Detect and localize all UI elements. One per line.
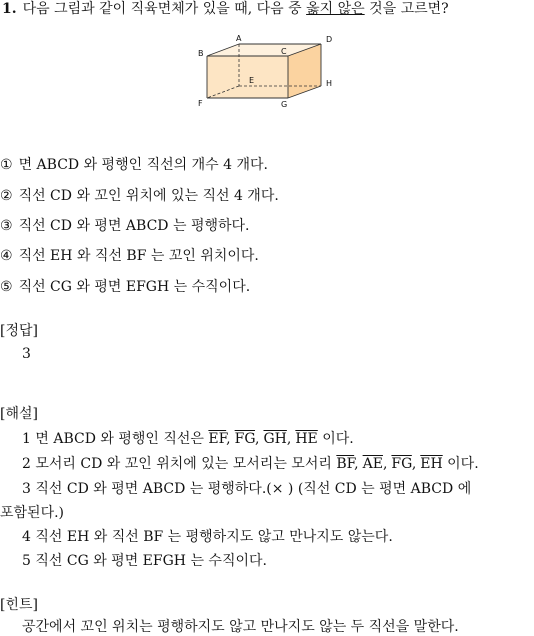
vertex-label-g: G bbox=[281, 100, 288, 109]
option-5-marker: ⑤ bbox=[0, 279, 13, 295]
option-3-marker: ③ bbox=[0, 218, 13, 234]
option-1[interactable] bbox=[0, 156, 268, 174]
vertex-label-a: A bbox=[236, 34, 242, 43]
explanation-line-1-suffix: 이다. bbox=[317, 431, 354, 447]
option-5-text: 직선 CG 와 평면 EFGH 는 수직이다. bbox=[18, 279, 251, 295]
explanation-line-2-prefix: 2 모서리 CD 와 꼬인 위치에 있는 모서리는 모서리 bbox=[22, 456, 337, 472]
cuboid-front-face bbox=[207, 56, 288, 98]
question-text-before: 다음 그림과 같이 직육면체가 있을 때, 다음 중 bbox=[22, 1, 307, 17]
question-number: 1. bbox=[2, 1, 17, 17]
explanation-line-4: 4 직선 EH 와 직선 BF 는 평행하지도 않고 만나지도 않는다. bbox=[22, 529, 393, 545]
segment-overline: $\overline{EF}$ bbox=[208, 431, 227, 447]
explanation-line-1 bbox=[22, 430, 354, 448]
vertex-label-c: C bbox=[281, 47, 287, 56]
vertex-label-f: F bbox=[198, 99, 203, 108]
question-text-after: 것을 고르면? bbox=[364, 1, 449, 17]
answer-label: [정답] bbox=[0, 323, 38, 339]
hint-text: 공간에서 꼬인 위치는 평행하지도 않고 만나지도 않는 두 직선을 말한다. bbox=[22, 619, 459, 635]
segment-overline: $\overline{AE}$ bbox=[362, 456, 383, 472]
segment-overline: $\overline{FG}$ bbox=[234, 431, 256, 447]
answer-value: 3 bbox=[22, 346, 31, 362]
option-4-text: 직선 EH 와 직선 BF 는 꼬인 위치이다. bbox=[18, 248, 259, 264]
vertex-label-d: D bbox=[326, 35, 333, 44]
question-stem bbox=[2, 0, 449, 18]
option-2-text: 직선 CD 와 꼬인 위치에 있는 직선 4 개다. bbox=[18, 188, 279, 204]
option-2[interactable] bbox=[0, 187, 279, 205]
separator-comma: , bbox=[255, 431, 260, 447]
cuboid-diagram bbox=[193, 30, 343, 112]
explanation-label: [해설] bbox=[0, 406, 38, 422]
vertex-label-b: B bbox=[198, 49, 204, 58]
separator-comma: , bbox=[382, 456, 388, 472]
cuboid-figure bbox=[193, 30, 343, 112]
question-underlined-text: 옳지 않은 bbox=[306, 1, 365, 17]
option-1-text: 면 ABCD 와 평행인 직선의 개수 4 개다. bbox=[18, 157, 268, 173]
explanation-line-3: 3 직선 CD 와 평면 ABCD 는 평행하다.(× ) (직선 CD 는 평면 ABCD 에 bbox=[22, 481, 472, 497]
hint-label: [힌트] bbox=[0, 597, 38, 613]
segment-overline: $\overline{HE}$ bbox=[295, 431, 318, 447]
option-4[interactable] bbox=[0, 247, 259, 265]
segment-overline: $\overline{EH}$ bbox=[420, 456, 443, 472]
vertex-label-e: E bbox=[249, 76, 255, 85]
separator-comma: , bbox=[226, 431, 231, 447]
separator-comma: , bbox=[354, 456, 359, 472]
option-2-marker: ② bbox=[0, 188, 13, 204]
explanation-line-2-suffix: 이다. bbox=[442, 456, 479, 472]
option-3[interactable] bbox=[0, 217, 250, 235]
explanation-line-2 bbox=[22, 455, 479, 473]
explanation-line-5: 5 직선 CG 와 평면 EFGH 는 수직이다. bbox=[22, 553, 267, 569]
segment-overline: $\overline{GH}$ bbox=[263, 431, 287, 447]
separator-comma: , bbox=[286, 431, 292, 447]
vertex-label-h: H bbox=[326, 79, 333, 88]
option-3-text: 직선 CD 와 평면 ABCD 는 평행하다. bbox=[18, 218, 250, 234]
option-5[interactable] bbox=[0, 278, 250, 296]
explanation-line-1-prefix: 1 면 ABCD 와 평행인 직선은 bbox=[22, 431, 209, 447]
explanation-line-3-continuation: 포함된다.) bbox=[0, 505, 65, 521]
segment-overline: $\overline{BF}$ bbox=[336, 456, 355, 472]
separator-comma: , bbox=[411, 456, 417, 472]
segment-overline: $\overline{FG}$ bbox=[391, 456, 412, 472]
option-4-marker: ④ bbox=[0, 248, 13, 264]
option-1-marker: ① bbox=[0, 157, 13, 173]
